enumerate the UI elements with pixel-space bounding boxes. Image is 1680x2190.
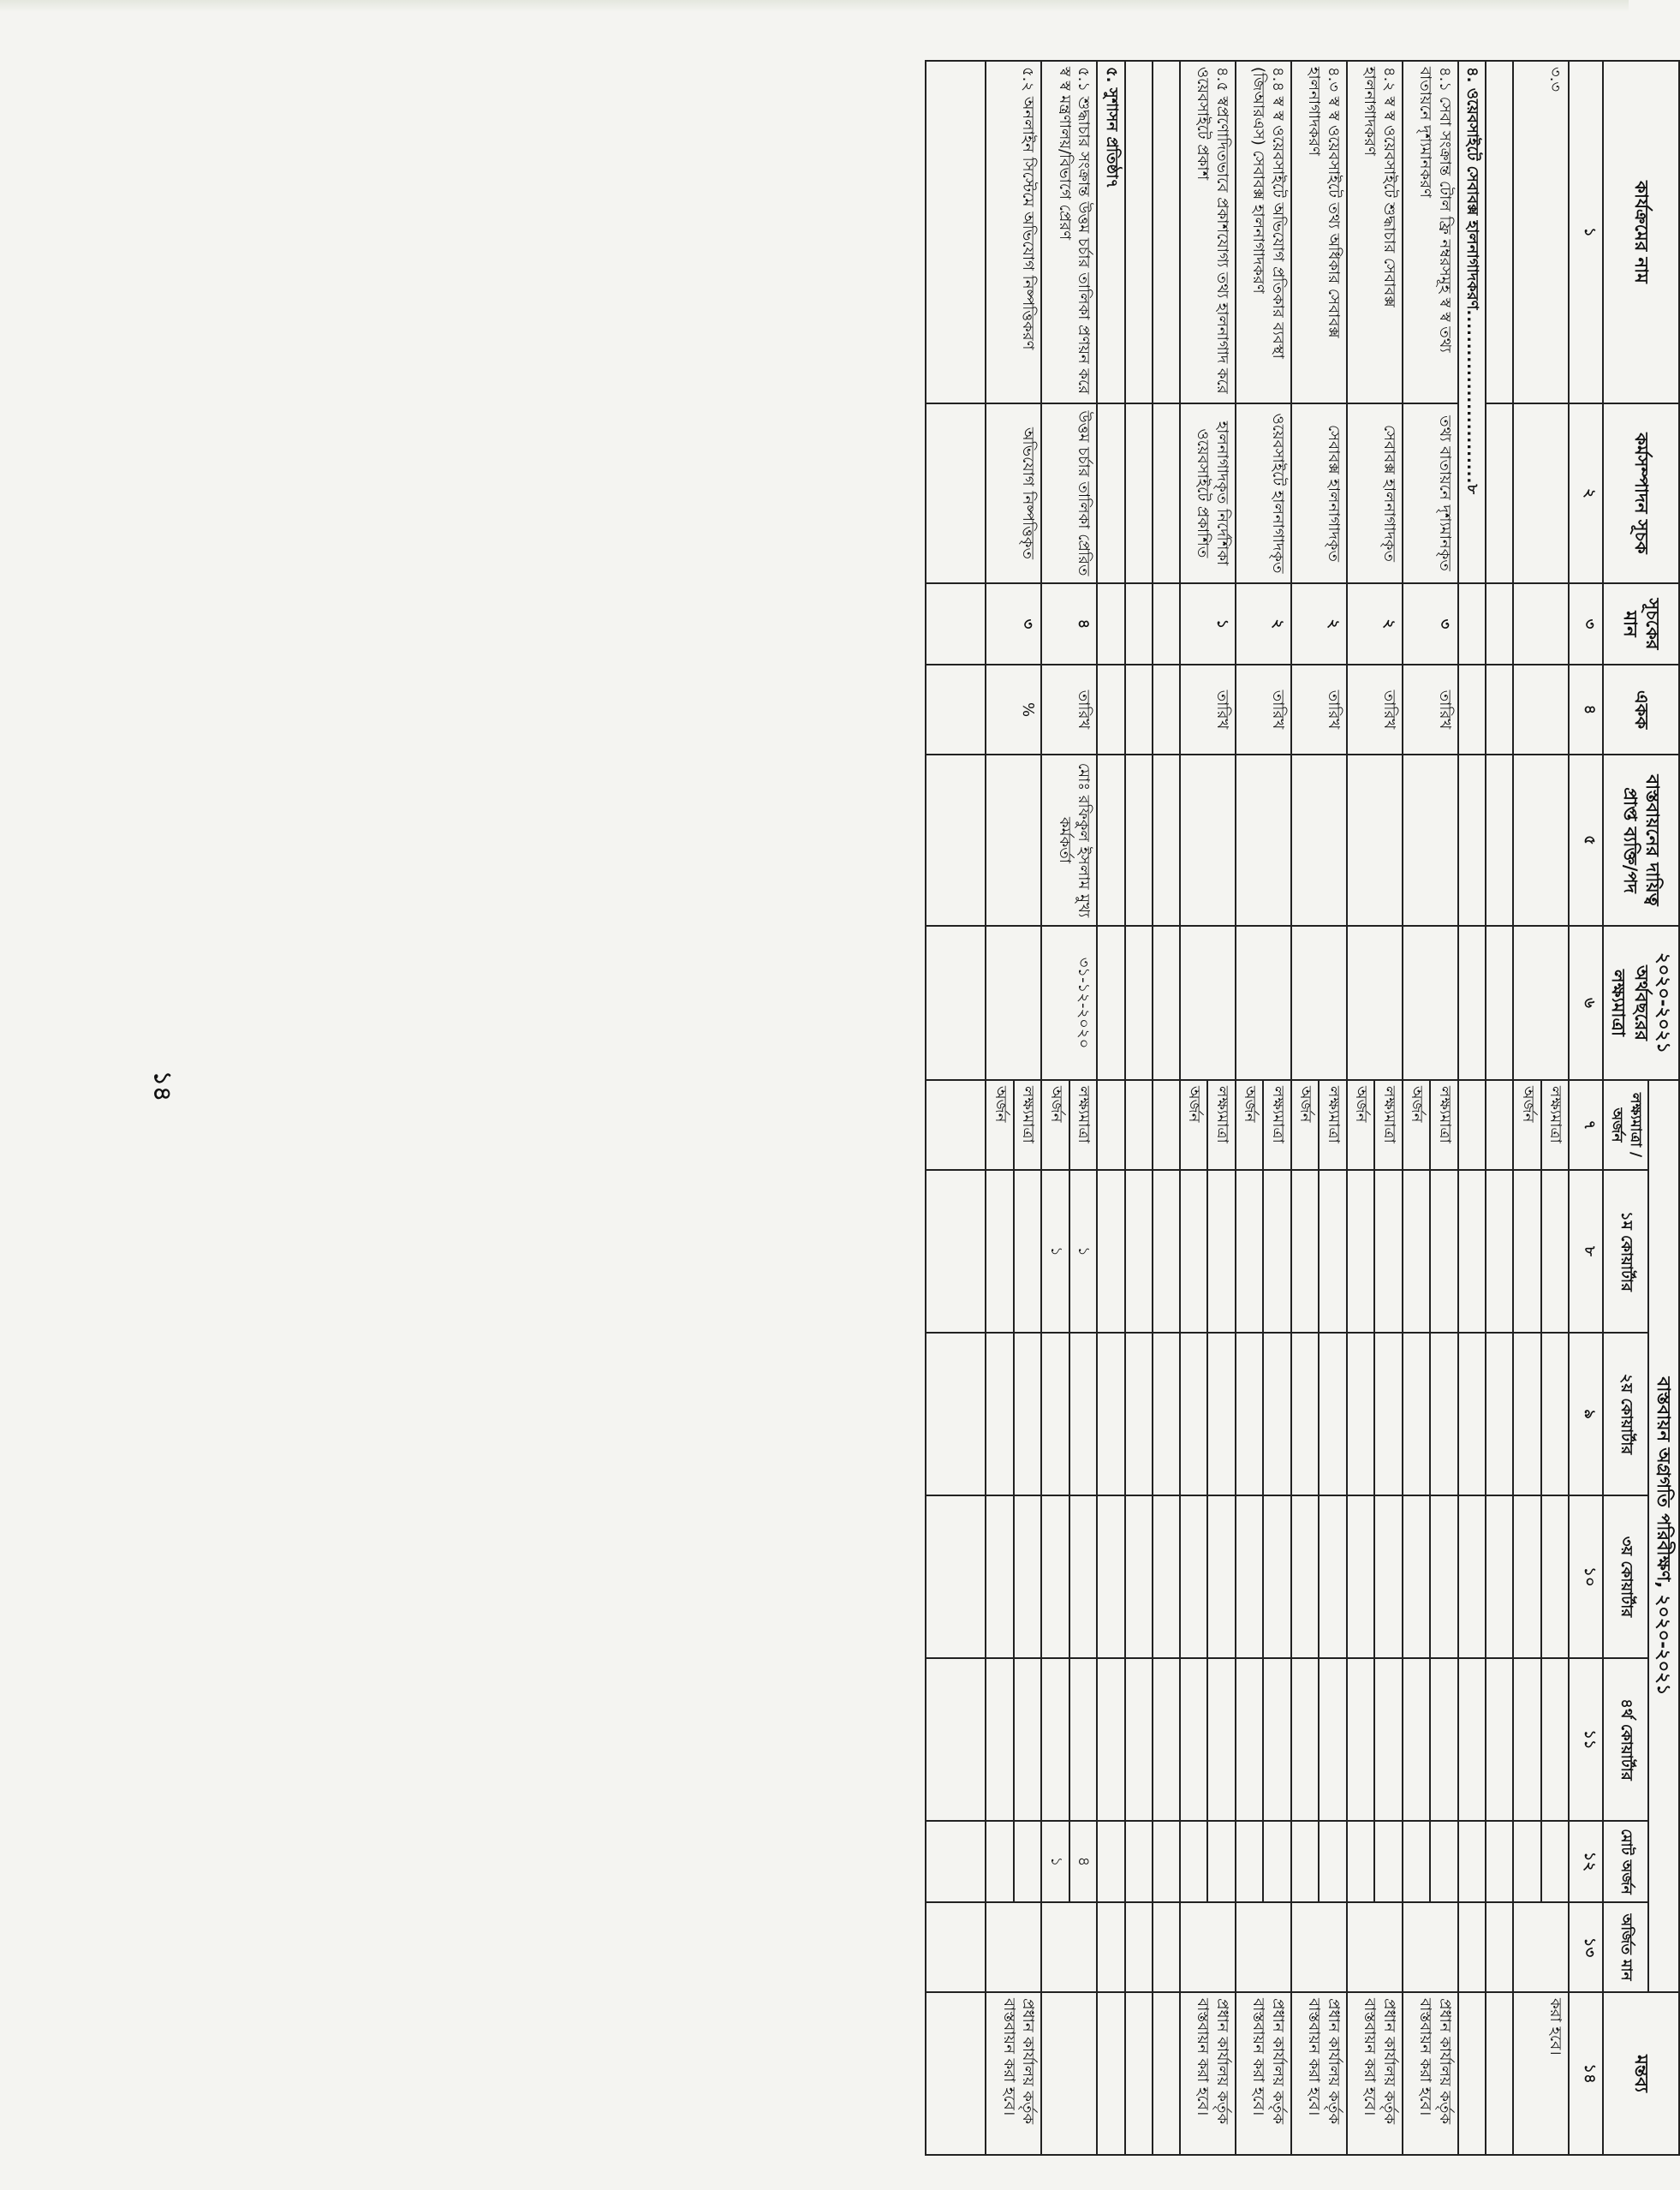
target-label: লক্ষ্যমাত্রা	[1374, 1080, 1403, 1170]
unit-cell: তারিখ	[1403, 665, 1458, 755]
header-indicator: কর্মসম্পাদন সূচক	[1603, 403, 1679, 583]
header-q3: ৩য় কোয়ার্টার	[1603, 1495, 1648, 1658]
unit-cell: তারিখ	[1236, 665, 1291, 755]
unit-cell: তারিখ	[1347, 665, 1403, 755]
col-number: ১	[1569, 61, 1603, 403]
header-indicator-value: সূচকের মান	[1603, 583, 1679, 665]
target-label: লক্ষ্যমাত্রা	[1207, 1080, 1236, 1170]
scan-edge	[0, 0, 1629, 12]
col-number: ৩	[1569, 583, 1603, 665]
col-number: ১৪	[1569, 1992, 1603, 2155]
remarks-cell: করা হবে।	[1513, 1992, 1569, 2155]
achievement-label: অর্জন	[1403, 1080, 1431, 1170]
remarks-cell: প্রধান কার্যালয় কর্তৃক বাস্তবায়ন করা হবে।	[1347, 1992, 1403, 2155]
target-label: লক্ষ্যমাত্রা	[1263, 1080, 1291, 1170]
header-achieved-value: অর্জিত মান	[1603, 1902, 1648, 1992]
activity-cell: ৪.৪ স্ব স্ব ওয়েবসাইটে অভিযোগ প্রতিকার ব্যবস্থা (জিআরএস) সেবাবক্স হালনাগাদকরণ	[1236, 61, 1291, 403]
table-row	[1374, 61, 1403, 2155]
total-target: ৪	[1069, 1821, 1098, 1902]
table-row	[1263, 61, 1291, 2155]
unit-cell: তারিখ	[1180, 665, 1236, 755]
target-label: লক্ষ্যমাত্রা	[1069, 1080, 1098, 1170]
unit-cell: তারিখ	[1041, 665, 1097, 755]
section-row	[1458, 61, 1486, 2155]
col-number: ১২	[1569, 1821, 1603, 1902]
value-cell: ৩	[1403, 583, 1458, 665]
achievement-label: অর্জন	[1041, 1080, 1069, 1170]
header-q4: ৪র্থ কোয়ার্টার	[1603, 1658, 1648, 1821]
indicator-cell: উত্তম চর্চার তালিকা প্রেরিত	[1041, 403, 1097, 583]
activity-cell: ৪.২ স্ব স্ব ওয়েবসাইটে শুদ্ধাচার সেবাবক্স হালনাগাদকরণ	[1347, 61, 1403, 403]
achievement-label: অর্জন	[1291, 1080, 1320, 1170]
col-number: ৭	[1569, 1080, 1603, 1170]
header-remarks: মন্তব্য	[1603, 1992, 1679, 2155]
table-row	[1069, 61, 1098, 2155]
col-number: ৯	[1569, 1333, 1603, 1495]
col-number: ৪	[1569, 665, 1603, 755]
col-number: ১৩	[1569, 1902, 1603, 1992]
value-cell: ২	[1347, 583, 1403, 665]
header-q1: ১ম কোয়ার্টার	[1603, 1170, 1648, 1333]
unit-cell: %	[986, 665, 1041, 755]
col-number: ৮	[1569, 1170, 1603, 1333]
progress-table	[925, 60, 1680, 2156]
remarks-cell: প্রধান কার্যালয় কর্তৃক বাস্তবায়ন করা হবে।	[986, 1992, 1041, 2155]
col-number: ৬	[1569, 926, 1603, 1080]
achievement-label: অর্জন	[1513, 1080, 1541, 1170]
table-row	[1207, 61, 1236, 2155]
indicator-cell: হালনাগাদকৃত নির্দেশিকা ওয়েবসাইটে প্রকাশিত	[1180, 403, 1236, 583]
header-activity: কার্যক্রমের নাম	[1603, 61, 1679, 403]
achievement-label: অর্জন	[1347, 1080, 1375, 1170]
q1-target: ১	[1069, 1170, 1098, 1333]
total-achievement: ১	[1041, 1821, 1069, 1902]
col-number: ৫	[1569, 755, 1603, 926]
activity-cell: ৪.৫ স্বপ্রণোদিতভাবে প্রকাশযোগ্য তথ্য হালনাগাদ করে ওয়েবসাইটে প্রকাশ	[1180, 61, 1236, 403]
col-number: ১০	[1569, 1495, 1603, 1658]
col-number: ২	[1569, 403, 1603, 583]
header-responsible: বাস্তবায়নের দায়িত্ব প্রাপ্ত ব্যক্তি/পদ	[1603, 755, 1679, 926]
value-cell: ১	[1180, 583, 1236, 665]
indicator-cell: তথ্য বাতায়নে দৃশ্যমানকৃত	[1403, 403, 1458, 583]
activity-cell: ৪.১ সেবা সংক্রান্ত টোল ফ্রি নম্বরসমূহ স্ব স্ব তথ্য বাতায়নে দৃশ্যমানকরণ	[1403, 61, 1458, 403]
achievement-label: অর্জন	[986, 1080, 1014, 1170]
activity-cell: ৫.১ শুদ্ধাচার সংক্রান্ত উত্তম চর্চার তালিকা প্রণয়ন করে স্ব স্ব মন্ত্রণালয়/বিভাগে প্রেরণ	[1041, 61, 1097, 403]
activity-cell: ৪.৩ স্ব স্ব ওয়েবসাইটে তথ্য অধিকার সেবাবক্স হালনাগাদকরণ	[1291, 61, 1347, 403]
indicator-cell: অভিযোগ নিষ্পত্তিকৃত	[986, 403, 1041, 583]
section-row	[1097, 61, 1125, 2155]
value-cell: ২	[1236, 583, 1291, 665]
target-label: লক্ষ্যমাত্রা	[1319, 1080, 1347, 1170]
fy-target-cell: ৩১-১২-২০২০	[1041, 926, 1097, 1080]
target-label: লক্ষ্যমাত্রা	[1430, 1080, 1458, 1170]
header-title: বাস্তবায়ন অগ্রগতি পরিবীক্ষণ, ২০২০-২০২১	[1648, 1080, 1679, 1992]
remarks-cell: প্রধান কার্যালয় কর্তৃক বাস্তবায়ন করা হবে।	[1180, 1992, 1236, 2155]
remarks-cell: প্রধান কার্যালয় কর্তৃক বাস্তবায়ন করা হবে।	[1236, 1992, 1291, 2155]
header-unit: একক	[1603, 665, 1679, 755]
table-row	[1014, 61, 1042, 2155]
responsible-cell: মোঃ রফিকুল ইসলাম মুখ্য কর্মকর্তা	[1041, 755, 1097, 926]
value-cell: ২	[1291, 583, 1347, 665]
indicator-cell: সেবাবক্স হালনাগাদকৃত	[1291, 403, 1347, 583]
table-row	[1541, 61, 1570, 2155]
indicator-cell: ওয়েবসাইটে হালনাগাদকৃত	[1236, 403, 1291, 583]
col-number: ১১	[1569, 1658, 1603, 1821]
achievement-label: অর্জন	[1180, 1080, 1208, 1170]
achievement-label: অর্জন	[1236, 1080, 1264, 1170]
indicator-cell: সেবাবক্স হালনাগাদকৃত	[1347, 403, 1403, 583]
table-row	[1430, 61, 1458, 2155]
remarks-cell: প্রধান কার্যালয় কর্তৃক বাস্তবায়ন করা হবে।	[1403, 1992, 1458, 2155]
section-title: ৫. সুশাসন প্রতিষ্ঠা৭	[1097, 61, 1125, 403]
header-fy-target: ২০২০-২০২১ অর্থবছরের লক্ষ্যমাত্রা	[1603, 926, 1679, 1080]
page-number: ১৪	[148, 1070, 177, 1102]
target-label: লক্ষ্যমাত্রা	[1541, 1080, 1570, 1170]
value-cell: ৩	[986, 583, 1041, 665]
activity-cell: ৩.৩	[1513, 61, 1569, 403]
header-total: মোট অর্জন	[1603, 1821, 1648, 1902]
remarks-cell	[1041, 1992, 1097, 2155]
target-label: লক্ষ্যমাত্রা	[1014, 1080, 1042, 1170]
value-cell: ৪	[1041, 583, 1097, 665]
remarks-cell: প্রধান কার্যালয় কর্তৃক বাস্তবায়ন করা হবে।	[1291, 1992, 1347, 2155]
section-title: ৪. ওয়েবসাইটে সেবাবক্স হালনাগাদকরণ..........................৮	[1458, 61, 1486, 583]
column-number-row	[1569, 61, 1603, 2155]
q1-achievement: ১	[1041, 1170, 1069, 1333]
table-row	[1319, 61, 1347, 2155]
header-q2: ২য় কোয়ার্টার	[1603, 1333, 1648, 1495]
activity-cell: ৫.২ অনলাইন সিস্টেমে অভিযোগ নিষ্পত্তিকরণ	[986, 61, 1041, 403]
unit-cell: তারিখ	[1291, 665, 1347, 755]
rotated-sheet	[248, 60, 1680, 2154]
header-target-achievement: লক্ষ্যমাত্রা /অর্জন	[1603, 1080, 1648, 1170]
